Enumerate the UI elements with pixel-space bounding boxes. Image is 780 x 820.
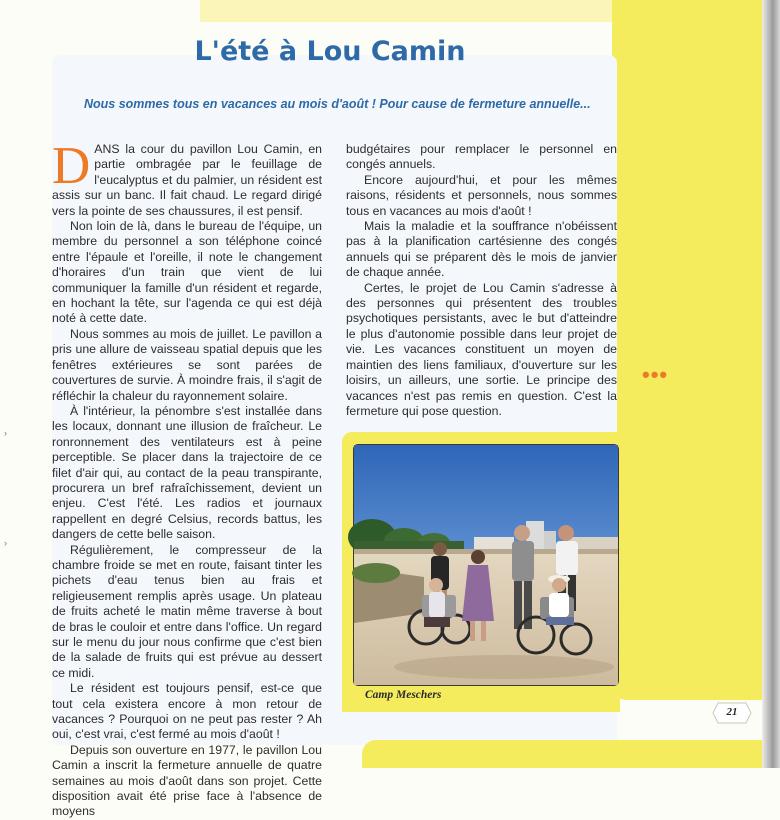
paragraph: Régulièrement, le compresseur de la chambre froide se met en route, faisant tinter les pichets d'eau tenus bien au frais et religieusement remplis après usage. Un plateau de fruits acheté le matin même traverse à bout de bras le couloir et entre dans l'office. Un regard sur le menu du jour nous confirme que c'est bien de la salade de fruits qui est prévue au dessert ce midi. (52, 542, 322, 680)
left-text-column (52, 137, 322, 820)
paragraph: budgétaires pour remplacer le personnel en congés annuels. (346, 142, 617, 172)
bottom-yellow-band (362, 740, 762, 768)
paragraph: DANS la cour du pavillon Lou Camin, en partie ombragée par le feuillage de l'eucalyptus et du palmier, un résident est assis sur un banc. Il fait chaud. Le regard dirigé vers la pointe de ses chaussures, il est pensif. (52, 137, 322, 218)
paragraph: Le résident est toujours pensif, est-ce que tout cela existera encore à mon retour de vacances ? Pourquoi on ne peut pas rester ? Ah oui, c'est vrai, c'est fermé au mois d'août ! (52, 681, 322, 742)
right-yellow-panel (612, 0, 780, 700)
article-title: L'été à Lou Camin (194, 36, 466, 67)
page-spine (762, 0, 780, 768)
show-through-side-text (712, 20, 742, 140)
article-subtitle: Nous sommes tous en vacances au mois d'août ! Pour cause de fermeture annuelle... (84, 97, 591, 111)
right-text-column (346, 142, 617, 419)
paragraph: À l'intérieur, la pénombre s'est installée dans les locaux, donnant une illusion de fraîcheur. Le ronronnement des ventilateurs est à peine perceptible. Se placer dans la trajectoire de ce filet d'air qui, au contact de la peau transpirante, procurera un bref rafraîchissement, devient un enjeu. C'est l'été. Les radios et journaux rappellent en degré Celsius, records battus, les dangers de cette belle saison. (52, 403, 322, 542)
paragraph: Mais la maladie et la souffrance n'obéissent pas à la planification cartésienne des congés annuels qui se préparent dès le mois de janvier de chaque année. (346, 219, 617, 280)
paragraph: Depuis son ouverture en 1977, le pavillon Lou Camin a inscrit la fermeture annuelle de quatre semaines au mois d'août dans son projet. Cette disposition avait été prise face à l'absence de moyens (52, 742, 322, 819)
paragraph: Nous sommes au mois de juillet. Le pavillon a pris une allure de vaisseau spatial depuis que les fenêtres extérieures se sont parées de couvertures de survie. À moindre frais, il s'agit de réfléchir la chaleur du rayonnement solaire. (52, 326, 322, 403)
continuation-dots: ••• (642, 362, 669, 387)
binding-mark: › (4, 538, 7, 548)
beach-group-photo (353, 444, 619, 686)
drop-cap: D (52, 137, 91, 195)
binding-mark: › (4, 428, 7, 438)
paragraph: Certes, le projet de Lou Camin s'adresse à des personnes qui présentent des troubles psychotiques persistants, avec le but d'atteindre le plus d'autonomie possible dans leur projet de vie. Les vacances constituent un moyen de maintien des liens familiaux, d'ouverture sur les loisirs, un ailleurs, une sortie. Le principe des vacances n'est pas remis en question. C'est la fermeture qui pose question. (346, 280, 617, 418)
photo-caption: Camp Meschers (365, 689, 442, 701)
paragraph: Non loin de là, dans le bureau de l'équipe, un membre du personnel a son téléphone coincé entre l'épaule et l'oreille, il note le changement d'horaires d'un train que vient de lui communiquer la famille d'un résident et regarde, en hochant la tête, sur l'agenda ce qui est déjà noté à cette date. (52, 219, 322, 326)
paragraph: Encore aujourd'hui, et pour les mêmes raisons, résidents et personnels, nous sommes tous en vacances au mois d'août ! (346, 172, 617, 218)
page-number: 21 (726, 706, 738, 718)
